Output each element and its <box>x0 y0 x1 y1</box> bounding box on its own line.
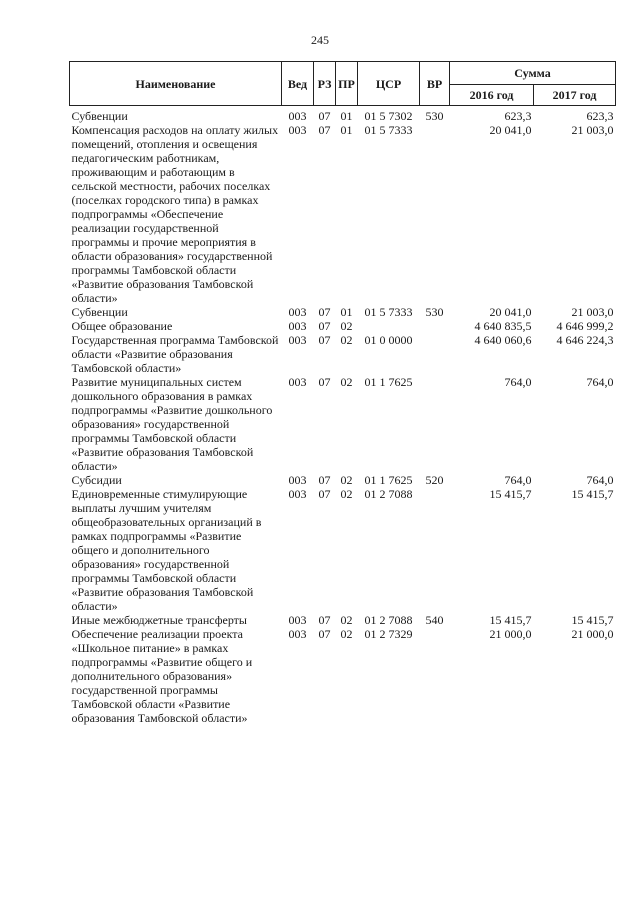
row-rz: 07 <box>318 109 331 123</box>
row-pr: 02 <box>340 375 353 389</box>
row-sum-2016: 764,0 <box>504 473 532 487</box>
row-name: Субвенции <box>71 305 128 319</box>
row-ved: 003 <box>288 613 307 627</box>
row-ved: 003 <box>288 319 307 333</box>
row-rz: 07 <box>318 305 331 319</box>
row-ved: 003 <box>288 305 307 319</box>
header-2016: 2016 год <box>450 85 534 106</box>
row-sum-2017: 21 000,0 <box>571 627 614 641</box>
row-pr: 01 <box>340 123 353 137</box>
table-row <box>70 106 616 124</box>
row-vr <box>420 123 450 305</box>
row-sum-2016: 15 415,7 <box>489 613 532 627</box>
row-sum-2017: 764,0 <box>586 375 614 389</box>
row-rz: 07 <box>318 123 331 137</box>
row-sum-2016: 623,3 <box>504 109 532 123</box>
row-pr: 02 <box>340 627 353 641</box>
row-rz: 07 <box>318 319 331 333</box>
row-csr: 01 2 7088 <box>364 613 413 627</box>
row-rz: 07 <box>318 627 331 641</box>
table-row <box>70 319 616 333</box>
row-sum-2017: 4 646 999,2 <box>556 319 614 333</box>
table-row <box>70 333 616 375</box>
row-ved: 003 <box>288 333 307 347</box>
row-csr: 01 5 7333 <box>364 305 413 319</box>
table-row <box>70 473 616 487</box>
row-sum-2017: 21 003,0 <box>571 123 614 137</box>
header-vr: ВР <box>420 62 450 106</box>
table-row <box>70 627 616 725</box>
row-rz: 07 <box>318 375 331 389</box>
row-vr: 520 <box>425 473 444 487</box>
table-row <box>70 613 616 627</box>
row-name: Общее образование <box>71 319 173 333</box>
row-vr: 530 <box>425 109 444 123</box>
page-number: 245 <box>311 33 329 47</box>
row-name: Субсидии <box>71 473 122 487</box>
row-rz: 07 <box>318 473 331 487</box>
row-sum-2016: 21 000,0 <box>489 627 532 641</box>
table-row <box>70 375 616 473</box>
row-ved: 003 <box>288 473 307 487</box>
header-csr: ЦСР <box>358 62 420 106</box>
row-sum-2016: 20 041,0 <box>489 305 532 319</box>
row-ved: 003 <box>288 627 307 641</box>
row-csr: 01 1 7625 <box>364 375 413 389</box>
row-vr: 540 <box>425 613 444 627</box>
row-name: Единовременные стимулирующие выплаты лучшим учителям общеобразовательных организаций в рамках подпрограммы «Развитие общего и дополнительного образования» государственной программы Тамбовской области «Развитие образования Тамбовской области» <box>71 487 262 613</box>
header-ved: Вед <box>282 62 314 106</box>
row-rz: 07 <box>318 613 331 627</box>
row-name: Субвенции <box>71 109 128 123</box>
row-sum-2017: 21 003,0 <box>571 305 614 319</box>
table-row <box>70 305 616 319</box>
row-csr <box>358 319 420 333</box>
row-vr <box>420 319 450 333</box>
row-vr: 530 <box>425 305 444 319</box>
row-sum-2017: 15 415,7 <box>571 613 614 627</box>
row-sum-2017: 764,0 <box>586 473 614 487</box>
row-sum-2016: 15 415,7 <box>489 487 532 501</box>
header-2017: 2017 год <box>534 85 616 106</box>
row-sum-2016: 20 041,0 <box>489 123 532 137</box>
row-vr <box>420 375 450 473</box>
row-csr: 01 2 7329 <box>364 627 413 641</box>
row-sum-2016: 4 640 835,5 <box>474 319 532 333</box>
row-ved: 003 <box>288 123 307 137</box>
header-pr: ПР <box>336 62 358 106</box>
row-name: Государственная программа Тамбовской области «Развитие образования Тамбовской области» <box>71 333 279 375</box>
row-pr: 02 <box>340 319 353 333</box>
row-sum-2016: 4 640 060,6 <box>474 333 532 347</box>
row-sum-2016: 764,0 <box>504 375 532 389</box>
row-ved: 003 <box>288 487 307 501</box>
row-sum-2017: 15 415,7 <box>571 487 614 501</box>
row-rz: 07 <box>318 487 331 501</box>
row-pr: 01 <box>340 109 353 123</box>
table-row <box>70 123 616 305</box>
header-rz: РЗ <box>314 62 336 106</box>
budget-table <box>69 61 616 725</box>
row-vr <box>420 487 450 613</box>
row-name: Развитие муниципальных систем дошкольного образования в рамках подпрограммы «Развитие дошкольного образования» государственной программы Тамбовской области «Развитие образования Тамбовской области» <box>71 375 273 473</box>
header-sum: Сумма <box>450 62 616 85</box>
row-rz: 07 <box>318 333 331 347</box>
row-csr: 01 5 7333 <box>364 123 413 137</box>
row-csr: 01 1 7625 <box>364 473 413 487</box>
row-vr <box>420 333 450 375</box>
row-pr: 02 <box>340 613 353 627</box>
row-csr: 01 2 7088 <box>364 487 413 501</box>
header-name: Наименование <box>70 62 282 106</box>
row-vr <box>420 627 450 725</box>
row-ved: 003 <box>288 375 307 389</box>
row-name: Компенсация расходов на оплату жилых помещений, отопления и освещения педагогическим работникам, проживающим и работающим в сельской местности, рабочих поселках (поселках городского типа) в рамках подпрограммы «Обеспечение реализации государственной программы и прочие мероприятия в области образования» государственной программы Тамбовской области «Развитие образования Тамбовской области» <box>71 123 279 305</box>
row-pr: 02 <box>340 333 353 347</box>
row-ved: 003 <box>288 109 307 123</box>
row-csr: 01 5 7302 <box>364 109 413 123</box>
row-sum-2017: 4 646 224,3 <box>556 333 614 347</box>
row-sum-2017: 623,3 <box>586 109 614 123</box>
row-pr: 02 <box>340 487 353 501</box>
row-name: Иные межбюджетные трансферты <box>71 613 247 627</box>
row-pr: 01 <box>340 305 353 319</box>
row-name: Обеспечение реализации проекта «Школьное питание» в рамках подпрограммы «Развитие общего и дополнительного образования» государственной программы Тамбовской области «Развитие образования Тамбовской области» <box>71 627 253 725</box>
table-row <box>70 487 616 613</box>
row-csr: 01 0 0000 <box>364 333 413 347</box>
row-pr: 02 <box>340 473 353 487</box>
